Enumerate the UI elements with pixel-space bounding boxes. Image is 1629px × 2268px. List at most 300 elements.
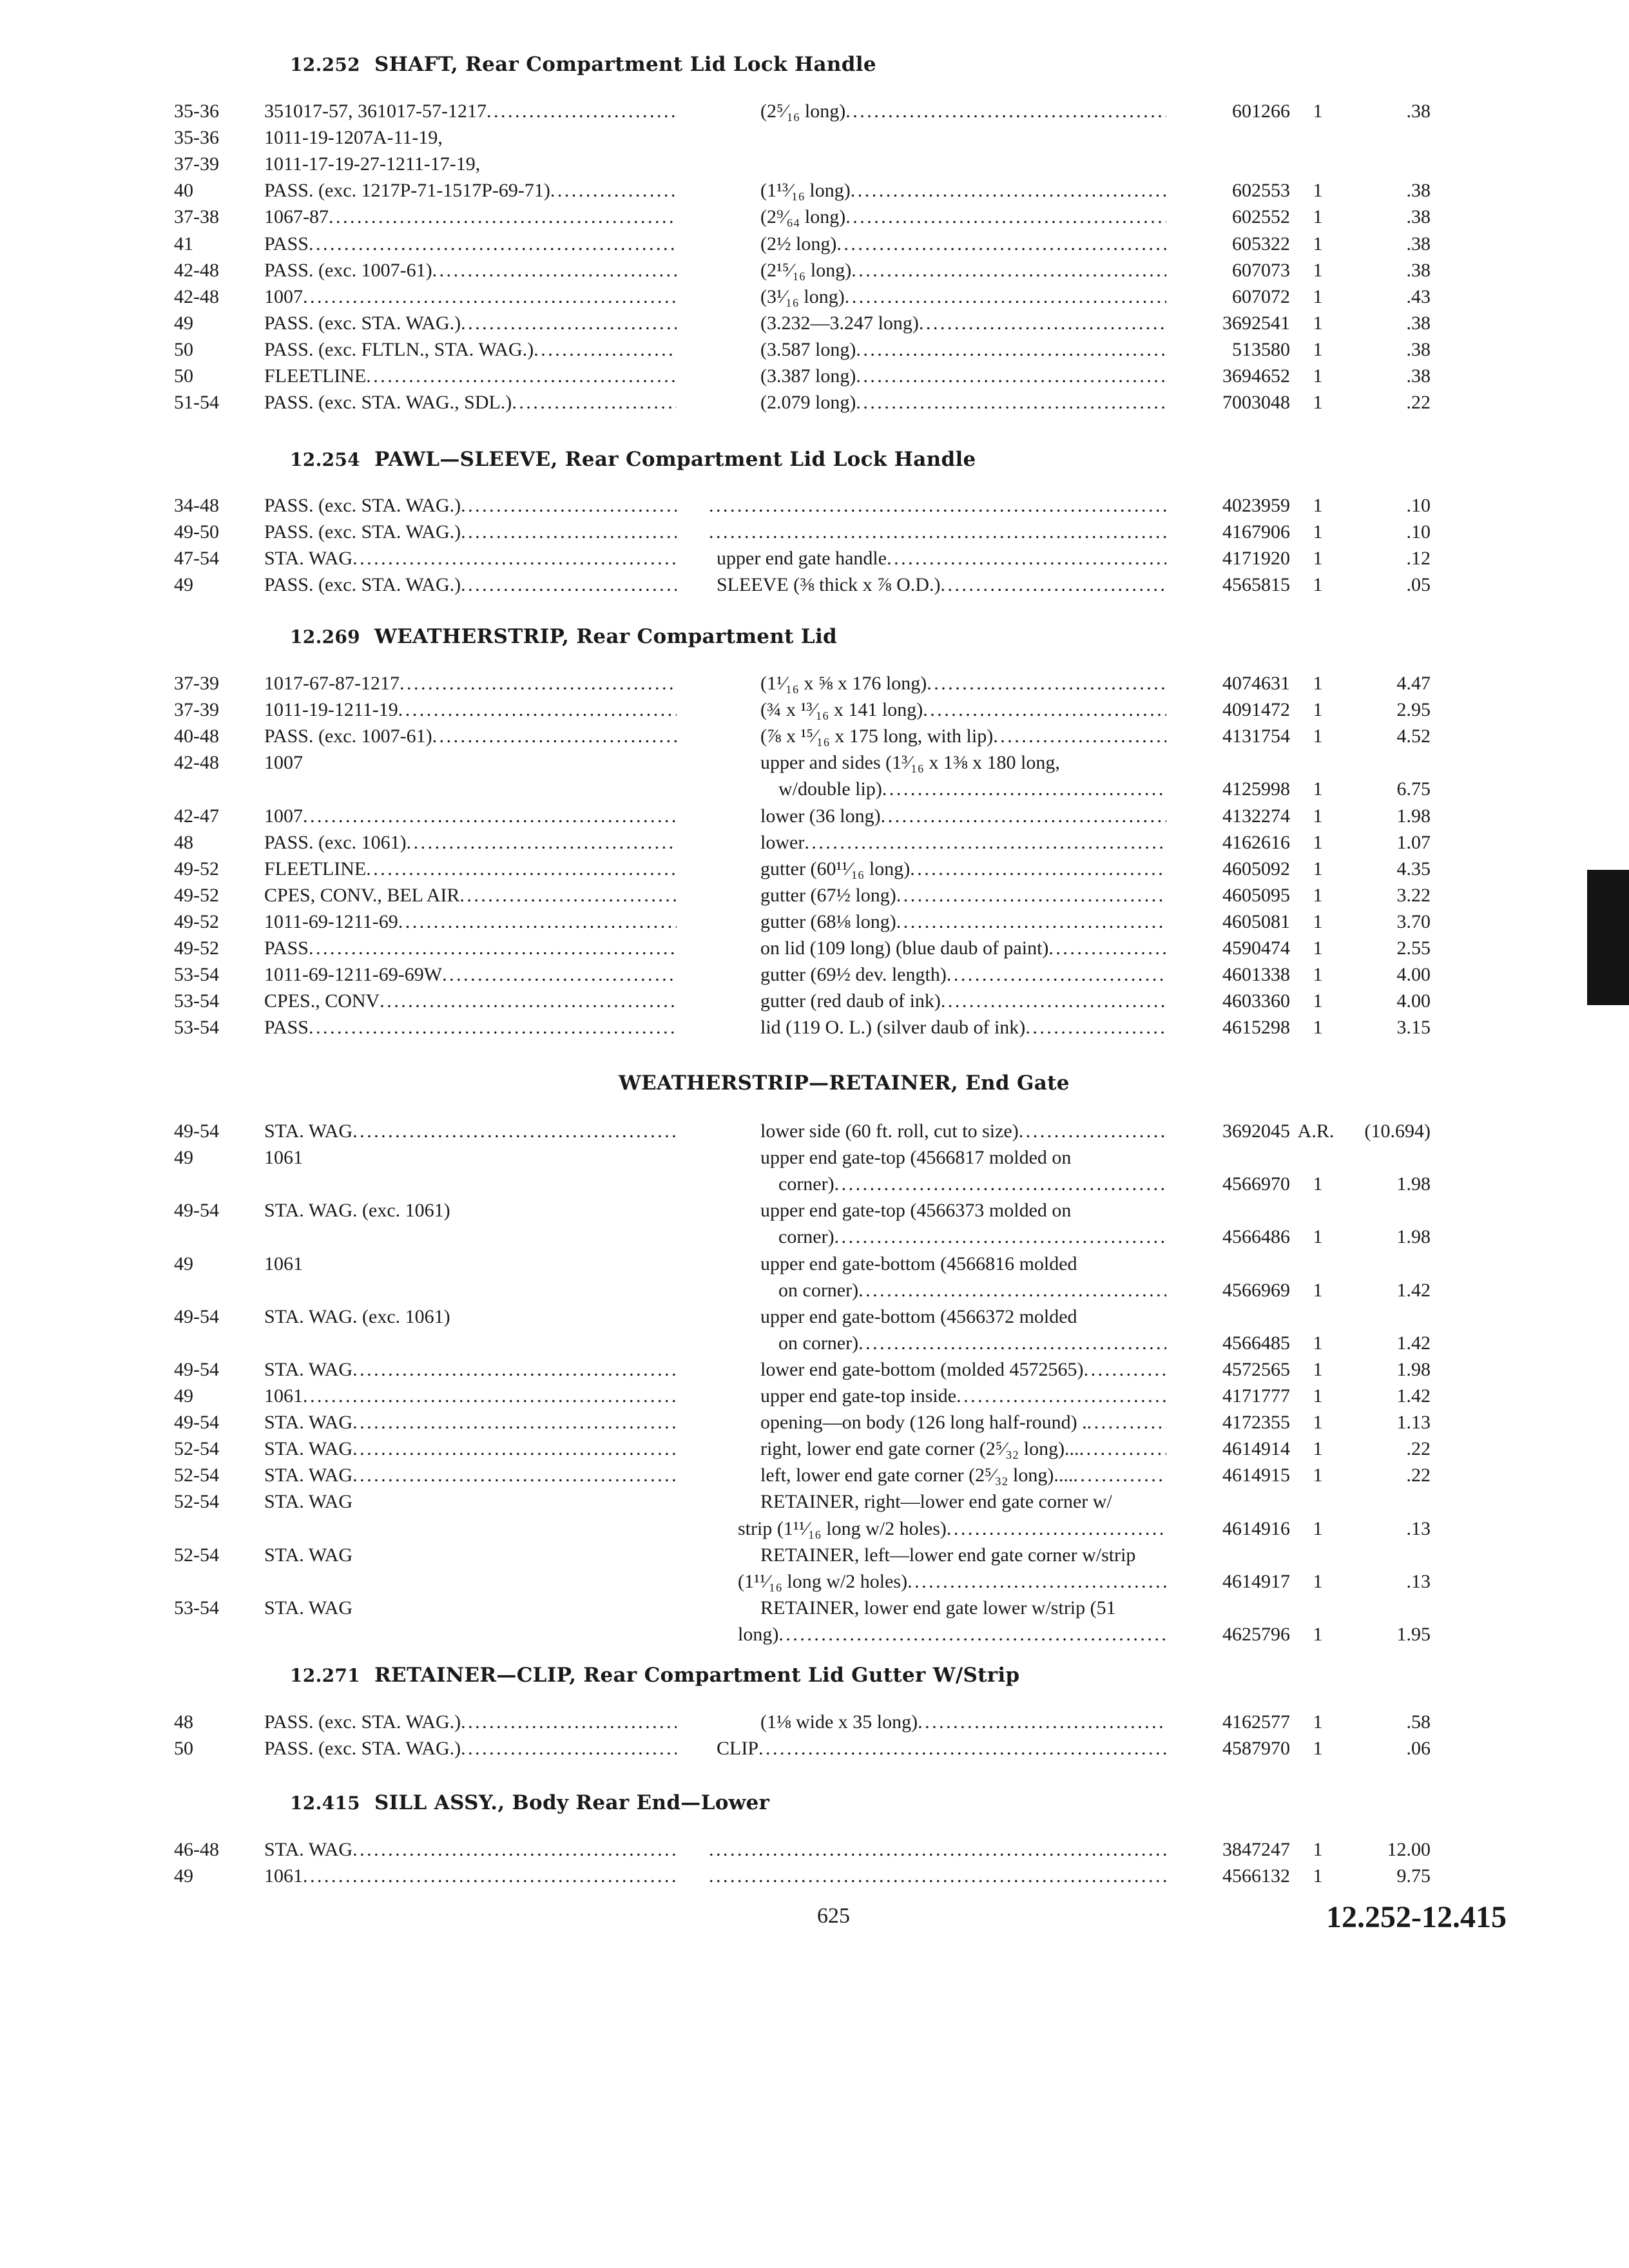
description-cell xyxy=(717,545,1217,572)
price: .13 xyxy=(1406,1570,1431,1592)
model-cell xyxy=(264,935,677,961)
years-cell: 49-52 xyxy=(174,910,219,932)
part-number: 4615298 xyxy=(1222,1017,1290,1039)
dot-leader xyxy=(907,1568,1166,1595)
dot-leader xyxy=(459,882,677,908)
description-cell-text: long) xyxy=(738,1623,779,1645)
quantity: 1 xyxy=(1313,365,1323,387)
dot-leader xyxy=(1025,1014,1166,1041)
quantity: 1 xyxy=(1313,699,1323,721)
description-cell xyxy=(760,363,1260,389)
description-cell xyxy=(709,492,1209,519)
years-cell: 37-39 xyxy=(174,153,219,175)
model-cell-text: STA. WAG xyxy=(264,1839,353,1860)
description-cell xyxy=(760,204,1260,230)
part-row xyxy=(0,776,1629,802)
quantity: 1 xyxy=(1313,1738,1323,1760)
model-cell-text: CPES, CONV., BEL AIR xyxy=(264,884,460,906)
part-number: 4566486 xyxy=(1222,1226,1290,1248)
dot-leader xyxy=(550,177,677,204)
quantity: 1 xyxy=(1313,1173,1323,1195)
section-number: 12.252 xyxy=(290,54,360,75)
section-number: 12.415 xyxy=(290,1792,360,1814)
description-cell xyxy=(760,803,1260,829)
quantity: 1 xyxy=(1313,1839,1323,1860)
part-number: 7003048 xyxy=(1222,392,1290,414)
years-cell: 48 xyxy=(174,831,193,853)
quantity: 1 xyxy=(1313,233,1323,255)
model-cell xyxy=(264,519,677,545)
description-cell xyxy=(760,231,1260,257)
price: 1.95 xyxy=(1396,1623,1431,1645)
quantity: 1 xyxy=(1313,673,1323,694)
dot-leader xyxy=(398,908,677,935)
model-cell: 1061 xyxy=(264,1147,303,1169)
part-row xyxy=(0,670,1629,697)
dot-leader xyxy=(923,697,1166,723)
price: 4.35 xyxy=(1396,858,1431,879)
description-cell-text: (2⁹⁄₆₄ long) xyxy=(760,206,846,228)
description-cell-text: lower side (60 ft. roll, cut to size) xyxy=(760,1120,1019,1142)
years-cell: 51-54 xyxy=(174,392,219,414)
part-row xyxy=(0,1709,1629,1735)
part-number: 3694652 xyxy=(1222,365,1290,387)
years-cell: 52-54 xyxy=(174,1438,219,1460)
model-cell xyxy=(264,961,677,988)
quantity: 1 xyxy=(1313,1332,1323,1354)
years-cell: 49-54 xyxy=(174,1412,219,1434)
years-cell: 49 xyxy=(174,1147,193,1169)
model-cell: STA. WAG. (exc. 1061) xyxy=(264,1305,450,1327)
dot-leader xyxy=(947,961,1166,988)
description-cell xyxy=(760,310,1260,336)
model-cell-text: 351017-57, 361017-57-1217 xyxy=(264,101,487,122)
part-number: 4614915 xyxy=(1222,1465,1290,1486)
years-cell: 49 xyxy=(174,1385,193,1407)
price: 9.75 xyxy=(1396,1865,1431,1887)
part-number: 4091472 xyxy=(1222,699,1290,721)
price: 4.47 xyxy=(1396,673,1431,694)
description-cell xyxy=(760,856,1260,882)
part-row xyxy=(0,1277,1629,1303)
model-cell-text: PASS xyxy=(264,1017,309,1039)
description-cell-text: CLIP xyxy=(717,1738,759,1760)
description-cell-text: (2½ long) xyxy=(760,233,837,255)
model-cell-text: PASS. (exc. 1217P-71-1517P-69-71) xyxy=(264,180,550,202)
dot-leader xyxy=(836,231,1166,257)
description-cell xyxy=(760,336,1260,363)
years-cell: 49-52 xyxy=(174,884,219,906)
dot-leader xyxy=(366,856,677,882)
model-cell xyxy=(264,829,677,856)
dot-leader xyxy=(407,829,677,856)
dot-leader xyxy=(461,492,677,519)
dot-leader xyxy=(309,231,677,257)
part-row xyxy=(0,1863,1629,1889)
quantity: 1 xyxy=(1313,937,1323,959)
quantity: 1 xyxy=(1313,910,1323,932)
price: 4.00 xyxy=(1396,990,1431,1012)
price: .38 xyxy=(1406,338,1431,360)
dot-leader xyxy=(352,1836,677,1863)
part-row xyxy=(0,1568,1629,1595)
part-row xyxy=(0,231,1629,257)
price: .38 xyxy=(1406,206,1431,228)
price: 12.00 xyxy=(1387,1839,1431,1860)
description-cell-text: gutter (67½ long) xyxy=(760,884,896,906)
description-cell xyxy=(760,257,1260,284)
dot-leader xyxy=(398,697,677,723)
part-number: 4590474 xyxy=(1222,937,1290,959)
model-cell xyxy=(264,1462,677,1488)
price: .38 xyxy=(1406,180,1431,202)
model-cell xyxy=(264,1383,677,1409)
section-title: PAWL—SLEEVE, Rear Compartment Lid Lock Handle xyxy=(374,448,976,471)
quantity: 1 xyxy=(1313,101,1323,122)
model-cell xyxy=(264,389,677,416)
part-number: 4605092 xyxy=(1222,858,1290,879)
years-cell: 40 xyxy=(174,180,193,202)
model-cell-text: STA. WAG xyxy=(264,1438,353,1460)
model-cell-text: PASS. (exc. 1007-61) xyxy=(264,726,432,747)
quantity: 1 xyxy=(1313,338,1323,360)
section-heading xyxy=(619,1072,1070,1095)
model-cell-text: PASS. (exc. STA. WAG., SDL.) xyxy=(264,392,512,414)
price: 1.42 xyxy=(1396,1332,1431,1354)
model-cell-text: PASS. (exc. 1007-61) xyxy=(264,259,432,281)
description-cell: upper end gate-top (4566817 molded on xyxy=(760,1147,1072,1169)
part-number: 4125998 xyxy=(1222,778,1290,800)
price: .06 xyxy=(1406,1738,1431,1760)
model-cell-text: PASS. (exc. STA. WAG.) xyxy=(264,1738,461,1760)
description-cell-text: (1¹¹⁄₁₆ long w/2 holes) xyxy=(738,1570,908,1592)
quantity: 1 xyxy=(1313,990,1323,1012)
dot-leader xyxy=(512,389,677,416)
years-cell: 35-36 xyxy=(174,101,219,122)
description-cell-text: lower xyxy=(760,831,805,853)
description-cell xyxy=(738,1515,1238,1542)
model-cell xyxy=(264,572,677,598)
model-cell xyxy=(264,284,677,310)
section-number: 12.269 xyxy=(290,626,360,648)
dot-leader xyxy=(918,1709,1166,1735)
quantity: 1 xyxy=(1313,574,1323,596)
years-cell: 42-48 xyxy=(174,752,219,774)
part-row xyxy=(0,98,1629,124)
description-cell-text: (2⁵⁄₁₆ long) xyxy=(760,101,846,122)
part-number: 513580 xyxy=(1232,338,1290,360)
dot-leader xyxy=(856,389,1166,416)
description-cell-text: (2¹⁵⁄₁₆ long) xyxy=(760,259,852,281)
dot-leader xyxy=(352,1409,677,1436)
description-cell-text: (3¹⁄₁₆ long) xyxy=(760,285,845,307)
description-cell xyxy=(760,1436,1260,1462)
part-number: 3692541 xyxy=(1222,312,1290,334)
quantity: 1 xyxy=(1313,1711,1323,1733)
model-cell-text: PASS. (exc. STA. WAG.) xyxy=(264,495,461,516)
description-cell-text: (1¹⁄₁₆ x ⅝ x 176 long) xyxy=(760,673,927,694)
price: 3.70 xyxy=(1396,910,1431,932)
model-cell xyxy=(264,336,677,363)
part-row xyxy=(0,1014,1629,1041)
description-cell-text: lower (36 long) xyxy=(760,805,881,827)
years-cell: 49 xyxy=(174,574,193,596)
years-cell: 47-54 xyxy=(174,548,219,570)
quantity: 1 xyxy=(1313,1279,1323,1301)
model-cell-text: PASS. (exc. FLTLN., STA. WAG.) xyxy=(264,338,534,360)
price: 3.15 xyxy=(1396,1017,1431,1039)
years-cell: 49-54 xyxy=(174,1120,219,1142)
section-heading xyxy=(290,1791,769,1814)
model-cell: 1011-19-1207A-11-19, xyxy=(264,127,443,149)
model-cell-text: PASS. (exc. STA. WAG.) xyxy=(264,1711,461,1733)
price: 1.98 xyxy=(1396,1226,1431,1248)
price: 6.75 xyxy=(1396,778,1431,800)
model-cell xyxy=(264,1014,677,1041)
model-cell xyxy=(264,492,677,519)
dot-leader xyxy=(487,98,677,124)
price: .10 xyxy=(1406,495,1431,516)
part-number: 4566132 xyxy=(1222,1865,1290,1887)
part-number: 4603360 xyxy=(1222,990,1290,1012)
description-cell xyxy=(760,389,1260,416)
part-number: 3847247 xyxy=(1222,1839,1290,1860)
dot-leader xyxy=(709,492,1166,519)
dot-leader xyxy=(303,1863,677,1889)
price: .13 xyxy=(1406,1517,1431,1539)
description-cell xyxy=(709,1836,1209,1863)
section-title: WEATHERSTRIP—RETAINER, End Gate xyxy=(619,1072,1070,1095)
part-row xyxy=(0,1409,1629,1436)
part-number: 602552 xyxy=(1232,206,1290,228)
dot-leader xyxy=(1079,1436,1166,1462)
part-row xyxy=(0,1197,1629,1224)
description-cell xyxy=(760,1383,1260,1409)
dot-leader xyxy=(778,1621,1166,1648)
model-cell-text: 1007 xyxy=(264,285,303,307)
dot-leader xyxy=(442,961,677,988)
dot-leader xyxy=(400,670,677,697)
part-row xyxy=(0,697,1629,723)
quantity: 1 xyxy=(1313,521,1323,543)
model-cell xyxy=(264,882,677,908)
model-cell xyxy=(264,1409,677,1436)
dot-leader xyxy=(352,1356,677,1383)
part-number: 4171777 xyxy=(1222,1385,1290,1407)
price: 4.52 xyxy=(1396,726,1431,747)
part-number: 4131754 xyxy=(1222,726,1290,747)
model-cell: 1007 xyxy=(264,752,303,774)
description-cell xyxy=(717,1735,1217,1762)
quantity: 1 xyxy=(1313,1017,1323,1039)
description-cell xyxy=(709,1863,1209,1889)
part-row xyxy=(0,1356,1629,1383)
part-number: 4572565 xyxy=(1222,1358,1290,1380)
years-cell: 49-54 xyxy=(174,1200,219,1222)
price: 1.13 xyxy=(1396,1412,1431,1434)
description-cell-text: on corner) xyxy=(778,1279,859,1301)
model-cell xyxy=(264,231,677,257)
description-cell-text: on corner) xyxy=(778,1332,859,1354)
description-cell-text: (⅞ x ¹⁵⁄₁₆ x 175 long, with lip) xyxy=(760,726,994,747)
model-cell xyxy=(264,1735,677,1762)
model-cell xyxy=(264,545,677,572)
price: 3.22 xyxy=(1396,884,1431,906)
model-cell-text: 1011-69-1211-69-69W xyxy=(264,964,443,986)
years-cell: 50 xyxy=(174,1738,193,1760)
dot-leader xyxy=(845,284,1166,310)
quantity: 1 xyxy=(1313,1517,1323,1539)
dot-leader xyxy=(858,1277,1166,1303)
part-row xyxy=(0,336,1629,363)
dot-leader xyxy=(461,572,677,598)
years-cell: 49-52 xyxy=(174,937,219,959)
price: 1.98 xyxy=(1396,805,1431,827)
model-cell xyxy=(264,670,677,697)
description-cell-text: w/double lip) xyxy=(778,778,882,800)
price: .10 xyxy=(1406,521,1431,543)
years-cell: 42-48 xyxy=(174,259,219,281)
quantity: 1 xyxy=(1313,1412,1323,1434)
dot-leader xyxy=(1084,1356,1166,1383)
part-row xyxy=(0,1436,1629,1462)
part-number: 4172355 xyxy=(1222,1412,1290,1434)
model-cell xyxy=(264,257,677,284)
part-row xyxy=(0,545,1629,572)
description-cell: RETAINER, lower end gate lower w/strip (51 xyxy=(760,1597,1116,1619)
description-cell xyxy=(760,882,1260,908)
quantity: 1 xyxy=(1313,1865,1323,1887)
dot-leader xyxy=(845,204,1166,230)
dot-leader xyxy=(993,723,1166,749)
price: .05 xyxy=(1406,574,1431,596)
part-row xyxy=(0,829,1629,856)
description-cell-text: right, lower end gate corner (2⁵⁄₃₂ long)... xyxy=(760,1438,1079,1460)
part-number: 4162616 xyxy=(1222,831,1290,853)
dot-leader xyxy=(432,723,677,749)
quantity: 1 xyxy=(1313,180,1323,202)
dot-leader xyxy=(856,336,1166,363)
years-cell: 49 xyxy=(174,1865,193,1887)
description-cell: upper end gate-bottom (4566372 molded xyxy=(760,1305,1077,1327)
part-row xyxy=(0,1144,1629,1171)
quantity: 1 xyxy=(1313,285,1323,307)
part-number: 4566970 xyxy=(1222,1173,1290,1195)
description-cell xyxy=(760,935,1260,961)
quantity: 1 xyxy=(1313,495,1323,516)
part-row xyxy=(0,803,1629,829)
price: .38 xyxy=(1406,233,1431,255)
years-cell: 35-36 xyxy=(174,127,219,149)
quantity: 1 xyxy=(1313,1438,1323,1460)
part-row xyxy=(0,1621,1629,1648)
model-cell xyxy=(264,1436,677,1462)
description-cell-text: (3.587 long) xyxy=(760,338,856,360)
model-cell-text: 1061 xyxy=(264,1865,303,1887)
quantity: 1 xyxy=(1313,884,1323,906)
dot-leader xyxy=(352,1462,677,1488)
part-row xyxy=(0,935,1629,961)
price: 1.42 xyxy=(1396,1385,1431,1407)
dot-leader xyxy=(352,1436,677,1462)
dot-leader xyxy=(461,1735,677,1762)
model-cell xyxy=(264,204,677,230)
dot-leader xyxy=(896,908,1166,935)
dot-leader xyxy=(940,572,1166,598)
dot-leader xyxy=(461,519,677,545)
description-cell-text: gutter (red daub of ink) xyxy=(760,990,941,1012)
description-cell xyxy=(738,1568,1238,1595)
dot-leader xyxy=(329,204,677,230)
description-cell xyxy=(760,723,1260,749)
part-row xyxy=(0,1330,1629,1356)
dot-leader xyxy=(834,1224,1166,1250)
quantity: 1 xyxy=(1313,805,1323,827)
model-cell-text: 1007 xyxy=(264,805,303,827)
model-cell xyxy=(264,1863,677,1889)
model-cell xyxy=(264,1836,677,1863)
quantity: 1 xyxy=(1313,831,1323,853)
description-cell xyxy=(717,572,1217,598)
dot-leader xyxy=(1019,1118,1166,1144)
part-number: 4614916 xyxy=(1222,1517,1290,1539)
part-number: 4614914 xyxy=(1222,1438,1290,1460)
quantity: 1 xyxy=(1313,312,1323,334)
part-row xyxy=(0,1836,1629,1863)
dot-leader xyxy=(927,670,1166,697)
description-cell xyxy=(760,829,1260,856)
years-cell: 49-54 xyxy=(174,1305,219,1327)
part-row xyxy=(0,908,1629,935)
quantity: 1 xyxy=(1313,1570,1323,1592)
model-cell-text: 1067-87 xyxy=(264,206,329,228)
years-cell: 53-54 xyxy=(174,990,219,1012)
section-title: SHAFT, Rear Compartment Lid Lock Handle xyxy=(374,53,876,76)
dot-leader xyxy=(758,1735,1166,1762)
model-cell-text: PASS. (exc. STA. WAG.) xyxy=(264,574,461,596)
model-cell-text: PASS xyxy=(264,233,309,255)
years-cell: 52-54 xyxy=(174,1465,219,1486)
years-cell: 49 xyxy=(174,312,193,334)
quantity: 1 xyxy=(1313,259,1323,281)
description-cell xyxy=(760,988,1260,1014)
part-number: 4566969 xyxy=(1222,1279,1290,1301)
part-row xyxy=(0,257,1629,284)
dot-leader xyxy=(910,856,1166,882)
quantity: 1 xyxy=(1313,548,1323,570)
section-title: RETAINER—CLIP, Rear Compartment Lid Gutter W/Strip xyxy=(374,1664,1020,1687)
years-cell: 37-39 xyxy=(174,673,219,694)
model-cell xyxy=(264,1356,677,1383)
part-row xyxy=(0,389,1629,416)
part-number: 4074631 xyxy=(1222,673,1290,694)
dot-leader xyxy=(309,1014,677,1041)
quantity: 1 xyxy=(1313,726,1323,747)
description-cell-text: (1⅛ wide x 35 long) xyxy=(760,1711,918,1733)
model-cell xyxy=(264,310,677,336)
description-cell xyxy=(760,177,1260,204)
part-number: 4601338 xyxy=(1222,964,1290,986)
part-row xyxy=(0,151,1629,177)
description-cell-text: lower end gate-bottom (molded 4572565) xyxy=(760,1358,1084,1380)
years-cell: 49 xyxy=(174,1253,193,1274)
description-cell xyxy=(760,284,1260,310)
part-number: 4565815 xyxy=(1222,574,1290,596)
part-row xyxy=(0,723,1629,749)
dot-leader xyxy=(709,519,1166,545)
dot-leader xyxy=(709,1836,1166,1863)
model-cell xyxy=(264,988,677,1014)
